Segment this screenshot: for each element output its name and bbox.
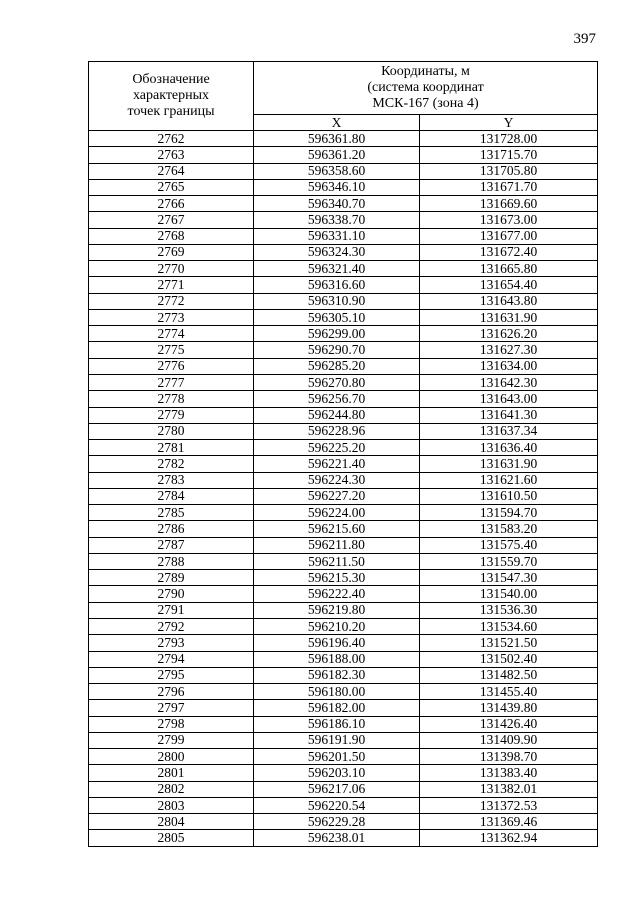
table-row xyxy=(89,570,598,586)
y-coordinate-cell: 131455.40 xyxy=(420,684,598,700)
point-id-cell: 2778 xyxy=(89,391,254,407)
point-id-cell: 2798 xyxy=(89,716,254,732)
y-coordinate-cell: 131705.80 xyxy=(420,163,598,179)
x-coordinate-cell: 596186.10 xyxy=(254,716,420,732)
table-row xyxy=(89,814,598,830)
table-row xyxy=(89,196,598,212)
x-coordinate-cell: 596222.40 xyxy=(254,586,420,602)
y-coordinate-cell: 131626.20 xyxy=(420,326,598,342)
point-id-cell: 2768 xyxy=(89,228,254,244)
y-coordinate-cell: 131594.70 xyxy=(420,505,598,521)
point-id-cell: 2766 xyxy=(89,196,254,212)
table-row xyxy=(89,749,598,765)
y-coordinate-cell: 131610.50 xyxy=(420,488,598,504)
y-coordinate-cell: 131398.70 xyxy=(420,749,598,765)
table-row xyxy=(89,716,598,732)
table-row xyxy=(89,147,598,163)
table-row xyxy=(89,456,598,472)
point-id-cell: 2767 xyxy=(89,212,254,228)
point-id-cell: 2781 xyxy=(89,440,254,456)
x-coordinate-cell: 596324.30 xyxy=(254,244,420,260)
x-coordinate-cell: 596225.20 xyxy=(254,440,420,456)
table-row xyxy=(89,440,598,456)
x-coordinate-cell: 596238.01 xyxy=(254,830,420,846)
coordinates-table xyxy=(88,61,598,847)
point-id-cell: 2780 xyxy=(89,423,254,439)
y-coordinate-cell: 131536.30 xyxy=(420,602,598,618)
x-coordinate-cell: 596361.20 xyxy=(254,147,420,163)
x-coordinate-cell: 596203.10 xyxy=(254,765,420,781)
point-id-cell: 2769 xyxy=(89,244,254,260)
y-coordinate-cell: 131482.50 xyxy=(420,667,598,683)
y-coordinate-cell: 131631.90 xyxy=(420,309,598,325)
y-coordinate-cell: 131677.00 xyxy=(420,228,598,244)
table-row xyxy=(89,423,598,439)
point-id-cell: 2770 xyxy=(89,261,254,277)
x-coordinate-cell: 596358.60 xyxy=(254,163,420,179)
table-row xyxy=(89,553,598,569)
point-id-cell: 2763 xyxy=(89,147,254,163)
y-coordinate-cell: 131669.60 xyxy=(420,196,598,212)
x-coordinate-cell: 596182.30 xyxy=(254,667,420,683)
x-coordinate-cell: 596219.80 xyxy=(254,602,420,618)
y-coordinate-cell: 131643.00 xyxy=(420,391,598,407)
y-coordinate-cell: 131439.80 xyxy=(420,700,598,716)
x-coordinate-cell: 596346.10 xyxy=(254,179,420,195)
table-row xyxy=(89,163,598,179)
y-coordinate-cell: 131362.94 xyxy=(420,830,598,846)
y-coordinate-cell: 131547.30 xyxy=(420,570,598,586)
y-coordinate-cell: 131636.40 xyxy=(420,440,598,456)
header-coordinates xyxy=(254,62,598,115)
point-id-cell: 2792 xyxy=(89,618,254,634)
point-id-cell: 2789 xyxy=(89,570,254,586)
x-coordinate-cell: 596188.00 xyxy=(254,651,420,667)
point-id-cell: 2805 xyxy=(89,830,254,846)
x-coordinate-cell: 596220.54 xyxy=(254,797,420,813)
table-row xyxy=(89,781,598,797)
y-coordinate-cell: 131665.80 xyxy=(420,261,598,277)
y-coordinate-cell: 131654.40 xyxy=(420,277,598,293)
table-row xyxy=(89,309,598,325)
point-id-cell: 2795 xyxy=(89,667,254,683)
y-coordinate-cell: 131369.46 xyxy=(420,814,598,830)
y-coordinate-cell: 131426.40 xyxy=(420,716,598,732)
x-coordinate-cell: 596180.00 xyxy=(254,684,420,700)
point-id-cell: 2782 xyxy=(89,456,254,472)
table-row xyxy=(89,358,598,374)
x-coordinate-cell: 596215.60 xyxy=(254,521,420,537)
x-coordinate-cell: 596217.06 xyxy=(254,781,420,797)
x-coordinate-cell: 596290.70 xyxy=(254,342,420,358)
table-row xyxy=(89,830,598,846)
point-id-cell: 2777 xyxy=(89,374,254,390)
header-point-designation xyxy=(89,62,254,131)
table-row xyxy=(89,326,598,342)
header-y: Y xyxy=(420,115,598,131)
point-id-cell: 2771 xyxy=(89,277,254,293)
x-coordinate-cell: 596211.80 xyxy=(254,537,420,553)
point-id-cell: 2775 xyxy=(89,342,254,358)
y-coordinate-cell: 131631.90 xyxy=(420,456,598,472)
point-id-cell: 2774 xyxy=(89,326,254,342)
y-coordinate-cell: 131715.70 xyxy=(420,147,598,163)
table-row xyxy=(89,602,598,618)
table-row xyxy=(89,797,598,813)
x-coordinate-cell: 596285.20 xyxy=(254,358,420,374)
x-coordinate-cell: 596244.80 xyxy=(254,407,420,423)
x-coordinate-cell: 596228.96 xyxy=(254,423,420,439)
x-coordinate-cell: 596182.00 xyxy=(254,700,420,716)
y-coordinate-cell: 131641.30 xyxy=(420,407,598,423)
point-id-cell: 2790 xyxy=(89,586,254,602)
y-coordinate-cell: 131621.60 xyxy=(420,472,598,488)
x-coordinate-cell: 596210.20 xyxy=(254,618,420,634)
y-coordinate-cell: 131372.53 xyxy=(420,797,598,813)
table-row xyxy=(89,293,598,309)
x-coordinate-cell: 596215.30 xyxy=(254,570,420,586)
x-coordinate-cell: 596310.90 xyxy=(254,293,420,309)
table-row xyxy=(89,651,598,667)
x-coordinate-cell: 596221.40 xyxy=(254,456,420,472)
table-row xyxy=(89,488,598,504)
point-id-cell: 2765 xyxy=(89,179,254,195)
x-coordinate-cell: 596316.60 xyxy=(254,277,420,293)
y-coordinate-cell: 131671.70 xyxy=(420,179,598,195)
table-row xyxy=(89,212,598,228)
header-x: X xyxy=(254,115,420,131)
point-id-cell: 2793 xyxy=(89,635,254,651)
x-coordinate-cell: 596224.30 xyxy=(254,472,420,488)
x-coordinate-cell: 596224.00 xyxy=(254,505,420,521)
x-coordinate-cell: 596196.40 xyxy=(254,635,420,651)
x-coordinate-cell: 596201.50 xyxy=(254,749,420,765)
point-id-cell: 2791 xyxy=(89,602,254,618)
table-row xyxy=(89,537,598,553)
x-coordinate-cell: 596229.28 xyxy=(254,814,420,830)
x-coordinate-cell: 596270.80 xyxy=(254,374,420,390)
table-row xyxy=(89,618,598,634)
table-row xyxy=(89,586,598,602)
y-coordinate-cell: 131583.20 xyxy=(420,521,598,537)
point-id-cell: 2794 xyxy=(89,651,254,667)
table-row xyxy=(89,407,598,423)
table-row xyxy=(89,635,598,651)
table-row xyxy=(89,228,598,244)
point-id-cell: 2786 xyxy=(89,521,254,537)
point-id-cell: 2785 xyxy=(89,505,254,521)
y-coordinate-cell: 131637.34 xyxy=(420,423,598,439)
point-id-cell: 2776 xyxy=(89,358,254,374)
point-id-cell: 2788 xyxy=(89,553,254,569)
y-coordinate-cell: 131540.00 xyxy=(420,586,598,602)
point-id-cell: 2783 xyxy=(89,472,254,488)
table-row xyxy=(89,261,598,277)
table-header xyxy=(89,62,598,131)
y-coordinate-cell: 131627.30 xyxy=(420,342,598,358)
point-id-cell: 2772 xyxy=(89,293,254,309)
y-coordinate-cell: 131409.90 xyxy=(420,732,598,748)
point-id-cell: 2803 xyxy=(89,797,254,813)
x-coordinate-cell: 596305.10 xyxy=(254,309,420,325)
table-row xyxy=(89,667,598,683)
table-row xyxy=(89,472,598,488)
header-point-designation-text: Обозначение характерных точек границы xyxy=(127,72,215,119)
point-id-cell: 2799 xyxy=(89,732,254,748)
table-row xyxy=(89,505,598,521)
x-coordinate-cell: 596331.10 xyxy=(254,228,420,244)
y-coordinate-cell: 131643.80 xyxy=(420,293,598,309)
y-coordinate-cell: 131383.40 xyxy=(420,765,598,781)
y-coordinate-cell: 131634.00 xyxy=(420,358,598,374)
point-id-cell: 2804 xyxy=(89,814,254,830)
point-id-cell: 2796 xyxy=(89,684,254,700)
table-row xyxy=(89,131,598,147)
y-coordinate-cell: 131728.00 xyxy=(420,131,598,147)
x-coordinate-cell: 596321.40 xyxy=(254,261,420,277)
x-coordinate-cell: 596299.00 xyxy=(254,326,420,342)
table-body xyxy=(89,131,598,847)
point-id-cell: 2762 xyxy=(89,131,254,147)
y-coordinate-cell: 131672.40 xyxy=(420,244,598,260)
table-row xyxy=(89,391,598,407)
point-id-cell: 2797 xyxy=(89,700,254,716)
table-row xyxy=(89,277,598,293)
page-number: 397 xyxy=(573,31,596,47)
y-coordinate-cell: 131382.01 xyxy=(420,781,598,797)
table-row xyxy=(89,342,598,358)
y-coordinate-cell: 131502.40 xyxy=(420,651,598,667)
x-coordinate-cell: 596211.50 xyxy=(254,553,420,569)
x-coordinate-cell: 596227.20 xyxy=(254,488,420,504)
y-coordinate-cell: 131575.40 xyxy=(420,537,598,553)
y-coordinate-cell: 131673.00 xyxy=(420,212,598,228)
table-row xyxy=(89,700,598,716)
x-coordinate-cell: 596340.70 xyxy=(254,196,420,212)
y-coordinate-cell: 131642.30 xyxy=(420,374,598,390)
y-coordinate-cell: 131534.60 xyxy=(420,618,598,634)
table-row xyxy=(89,684,598,700)
point-id-cell: 2773 xyxy=(89,309,254,325)
point-id-cell: 2779 xyxy=(89,407,254,423)
point-id-cell: 2787 xyxy=(89,537,254,553)
header-coordinates-text: Координаты, м (система координат МСК-167 (зона 4) xyxy=(367,64,484,111)
y-coordinate-cell: 131521.50 xyxy=(420,635,598,651)
x-coordinate-cell: 596338.70 xyxy=(254,212,420,228)
x-coordinate-cell: 596191.90 xyxy=(254,732,420,748)
x-coordinate-cell: 596361.80 xyxy=(254,131,420,147)
table-row xyxy=(89,732,598,748)
x-coordinate-cell: 596256.70 xyxy=(254,391,420,407)
point-id-cell: 2764 xyxy=(89,163,254,179)
point-id-cell: 2784 xyxy=(89,488,254,504)
table-row xyxy=(89,179,598,195)
table-row xyxy=(89,521,598,537)
table-row xyxy=(89,374,598,390)
table-row xyxy=(89,765,598,781)
table-row xyxy=(89,244,598,260)
point-id-cell: 2800 xyxy=(89,749,254,765)
y-coordinate-cell: 131559.70 xyxy=(420,553,598,569)
point-id-cell: 2801 xyxy=(89,765,254,781)
point-id-cell: 2802 xyxy=(89,781,254,797)
